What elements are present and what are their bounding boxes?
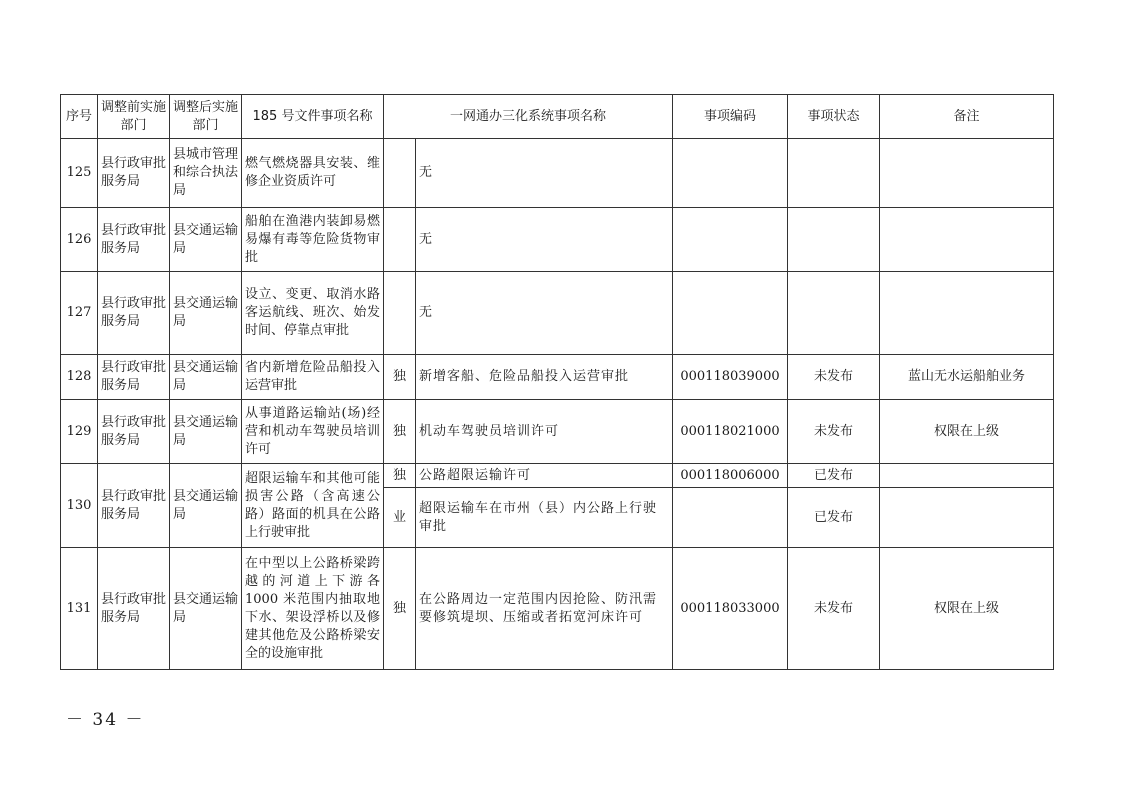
cell-code (673, 208, 788, 272)
cell-code: 000118033000 (673, 548, 788, 670)
table-row (61, 355, 1054, 400)
cell-seq: 131 (61, 548, 98, 670)
cell-before-dept: 县行政审批服务局 (98, 139, 170, 208)
cell-seq: 130 (61, 464, 98, 548)
cell-status (788, 139, 880, 208)
cell-after-dept: 县交通运输局 (170, 400, 242, 464)
header-row (61, 95, 1054, 139)
header-after-dept: 调整后实施部门 (170, 95, 242, 139)
table-row (61, 464, 1054, 488)
header-code: 事项编码 (673, 95, 788, 139)
cell-status: 已发布 (788, 488, 880, 548)
cell-code: 000118021000 (673, 400, 788, 464)
cell-after-dept: 县交通运输局 (170, 208, 242, 272)
cell-remark: 权限在上级 (880, 400, 1054, 464)
cell-system-name: 无 (416, 272, 673, 355)
cell-doc185-name: 从事道路运输站(场)经营和机动车驾驶员培训许可 (242, 400, 384, 464)
cell-before-dept: 县行政审批服务局 (98, 272, 170, 355)
cell-system-name: 在公路周边一定范围内因抢险、防汛需要修筑堤坝、压缩或者拓宽河床许可 (416, 548, 673, 670)
cell-before-dept: 县行政审批服务局 (98, 355, 170, 400)
table-row (61, 548, 1054, 670)
cell-seq: 127 (61, 272, 98, 355)
cell-after-dept: 县城市管理和综合执法局 (170, 139, 242, 208)
cell-status: 已发布 (788, 464, 880, 488)
header-status: 事项状态 (788, 95, 880, 139)
cell-remark (880, 208, 1054, 272)
cell-before-dept: 县行政审批服务局 (98, 400, 170, 464)
page-number: － 34 － (66, 710, 145, 730)
cell-doc185-name: 设立、变更、取消水路客运航线、班次、始发时间、停靠点审批 (242, 272, 384, 355)
cell-system-name: 机动车驾驶员培训许可 (416, 400, 673, 464)
cell-type: 业 (384, 488, 416, 548)
cell-status: 未发布 (788, 355, 880, 400)
cell-remark: 权限在上级 (880, 548, 1054, 670)
cell-type: 独 (384, 400, 416, 464)
cell-system-name: 无 (416, 208, 673, 272)
cell-after-dept: 县交通运输局 (170, 464, 242, 548)
cell-remark (880, 488, 1054, 548)
header-before-dept: 调整前实施部门 (98, 95, 170, 139)
table-row (61, 139, 1054, 208)
cell-before-dept: 县行政审批服务局 (98, 208, 170, 272)
cell-code (673, 139, 788, 208)
cell-after-dept: 县交通运输局 (170, 548, 242, 670)
table-row (61, 400, 1054, 464)
cell-status (788, 208, 880, 272)
table-row (61, 272, 1054, 355)
cell-status: 未发布 (788, 400, 880, 464)
cell-remark (880, 272, 1054, 355)
cell-type: 独 (384, 548, 416, 670)
header-seq: 序号 (61, 95, 98, 139)
cell-system-name: 超限运输车在市州（县）内公路上行驶审批 (416, 488, 673, 548)
cell-doc185-name: 省内新增危险品船投入运营审批 (242, 355, 384, 400)
header-remark: 备注 (880, 95, 1054, 139)
cell-code (673, 488, 788, 548)
cell-code (673, 272, 788, 355)
cell-system-name: 公路超限运输许可 (416, 464, 673, 488)
cell-doc185-name: 燃气燃烧器具安装、维修企业资质许可 (242, 139, 384, 208)
cell-seq: 125 (61, 139, 98, 208)
table-row (61, 208, 1054, 272)
cell-after-dept: 县交通运输局 (170, 355, 242, 400)
cell-doc185-name: 船舶在渔港内装卸易燃易爆有毒等危险货物审批 (242, 208, 384, 272)
cell-status: 未发布 (788, 548, 880, 670)
cell-remark: 蓝山无水运船舶业务 (880, 355, 1054, 400)
cell-system-name: 无 (416, 139, 673, 208)
header-doc185-name: 185 号文件事项名称 (242, 95, 384, 139)
cell-type (384, 208, 416, 272)
cell-remark (880, 464, 1054, 488)
cell-system-name: 新增客船、危险品船投入运营审批 (416, 355, 673, 400)
cell-seq: 129 (61, 400, 98, 464)
cell-remark (880, 139, 1054, 208)
cell-doc185-name: 超限运输车和其他可能损害公路（含高速公路）路面的机具在公路上行驶审批 (242, 464, 384, 548)
cell-doc185-name: 在中型以上公路桥梁跨越的河道上下游各1000 米范围内抽取地下水、架设浮桥以及修建其他危及公路桥梁安全的设施审批 (242, 548, 384, 670)
cell-seq: 126 (61, 208, 98, 272)
cell-status (788, 272, 880, 355)
cell-type: 独 (384, 355, 416, 400)
cell-type: 独 (384, 464, 416, 488)
cell-before-dept: 县行政审批服务局 (98, 548, 170, 670)
cell-code: 000118039000 (673, 355, 788, 400)
cell-after-dept: 县交通运输局 (170, 272, 242, 355)
cell-code: 000118006000 (673, 464, 788, 488)
items-table (60, 94, 1054, 670)
header-system-name: 一网通办三化系统事项名称 (384, 95, 673, 139)
cell-type (384, 139, 416, 208)
cell-before-dept: 县行政审批服务局 (98, 464, 170, 548)
cell-type (384, 272, 416, 355)
cell-seq: 128 (61, 355, 98, 400)
